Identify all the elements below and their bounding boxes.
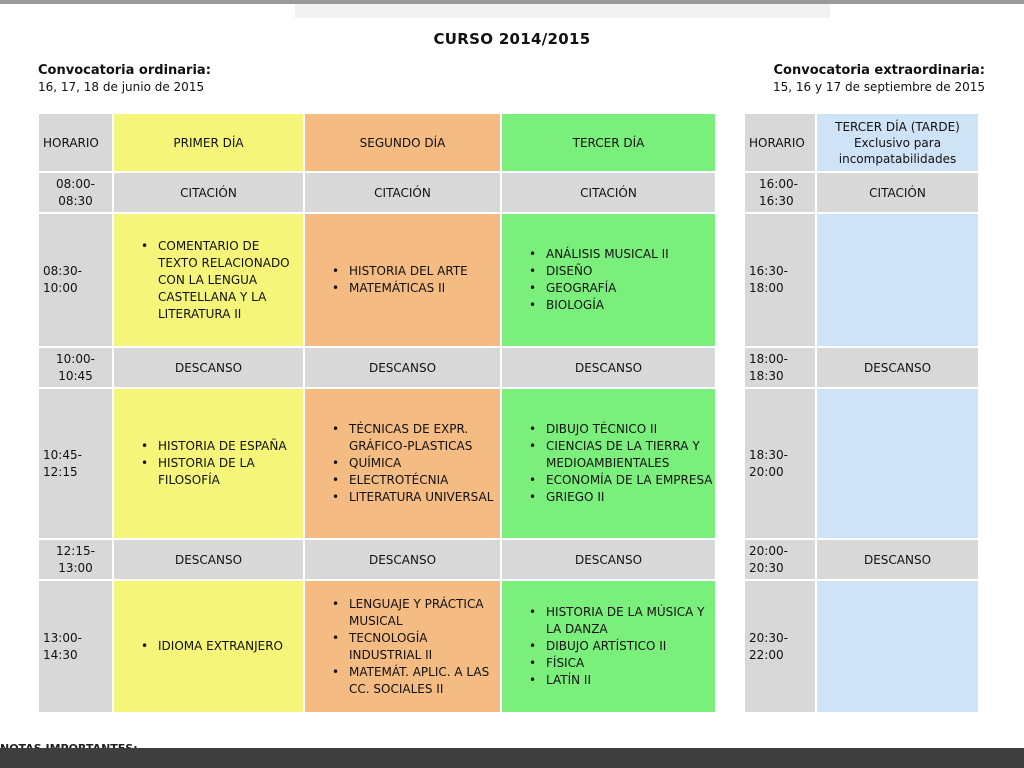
ordinary-session-dates: 16, 17, 18 de junio de 2015 xyxy=(38,80,205,94)
header-evening xyxy=(817,114,978,171)
time-cell xyxy=(745,214,815,346)
subject-item: • HISTORIA DE ESPAÑA xyxy=(158,438,303,455)
page-title: CURSO 2014/2015 xyxy=(433,30,591,48)
break-day3: DESCANSO xyxy=(502,348,715,387)
subject-item: • DIBUJO TÉCNICO II xyxy=(546,421,715,438)
citation-day2: CITACIÓN xyxy=(305,173,500,212)
subject-item: • IDIOMA EXTRANJERO xyxy=(158,638,303,655)
time-start: 18:00- xyxy=(749,351,788,366)
subject-item: • LENGUAJE Y PRÁCTICA MUSICAL xyxy=(349,596,500,630)
time-end: 12:15 xyxy=(43,464,78,479)
subject-item: • COMENTARIO DE TEXTO RELACIONADO CON LA LENGUA CASTELLANA Y LA LITERATURA II xyxy=(158,238,299,323)
time-start: 13:00- xyxy=(43,630,82,645)
table-header-row xyxy=(39,114,715,171)
time-end: 18:30 xyxy=(749,368,784,383)
time-start: 12:15- xyxy=(56,543,95,558)
table-row-block3 xyxy=(39,581,715,712)
subject-item: • LITERATURA UNIVERSAL xyxy=(349,489,498,506)
time-cell xyxy=(39,540,112,579)
block1-day2 xyxy=(305,214,500,346)
empty-slot xyxy=(817,581,978,712)
citation-day1: CITACIÓN xyxy=(114,173,303,212)
subject-item: • ELECTROTÉCNIA xyxy=(349,472,498,489)
subject-item: • MATEMÁTICAS II xyxy=(349,280,500,297)
subject-item: • ECONOMÍA DE LA EMPRESA xyxy=(546,472,715,489)
time-end: 18:00 xyxy=(749,281,784,295)
time-end: 10:45 xyxy=(58,368,93,383)
time-cell xyxy=(39,348,112,387)
table-row-citation xyxy=(39,173,715,212)
time-end: 10:00 xyxy=(43,281,78,295)
subject-item: • HISTORIA DE LA MÚSICA Y LA DANZA xyxy=(546,604,715,638)
extraordinary-session-title: Convocatoria extraordinaria: xyxy=(773,63,985,78)
block2-day3 xyxy=(502,389,715,538)
subject-item: • BIOLOGÍA xyxy=(546,297,715,314)
block2-day1 xyxy=(114,389,303,538)
ordinary-session-title: Convocatoria ordinaria: xyxy=(38,63,211,78)
header-evening-line3: incompatabilidades xyxy=(838,151,957,166)
ordinary-session xyxy=(38,62,211,96)
table-row xyxy=(745,581,978,712)
citation-day3: CITACIÓN xyxy=(502,173,715,212)
subject-item: • ANÁLISIS MUSICAL II xyxy=(546,246,715,263)
subject-item: • DIBUJO ARTÍSTICO II xyxy=(546,638,715,655)
time-end: 20:30 xyxy=(749,560,784,575)
block3-day3 xyxy=(502,581,715,712)
header-evening-line2: Exclusivo para xyxy=(853,135,942,150)
time-start: 10:45- xyxy=(43,447,82,462)
extraordinary-session-dates: 15, 16 y 17 de septiembre de 2015 xyxy=(773,80,985,94)
time-end: 16:30 xyxy=(759,193,794,208)
window-bottom-bar xyxy=(0,748,1024,768)
subject-item: • MATEMÁT. APLIC. A LAS CC. SOCIALES II xyxy=(349,664,500,698)
break-day1: DESCANSO xyxy=(114,540,303,579)
ordinary-schedule-table xyxy=(37,112,717,714)
header-day3: TERCER DÍA xyxy=(502,114,715,171)
break-cell: DESCANSO xyxy=(817,540,978,579)
block3-day2 xyxy=(305,581,500,712)
time-start: 16:30- xyxy=(749,264,788,278)
time-end: 22:00 xyxy=(749,647,784,662)
subject-item: • GEOGRAFÍA xyxy=(546,280,715,297)
subject-item: • DISEÑO xyxy=(546,263,715,280)
empty-slot xyxy=(817,389,978,538)
table-row xyxy=(745,173,978,212)
table-row-break2 xyxy=(39,540,715,579)
break-day3: DESCANSO xyxy=(502,540,715,579)
citation-cell: CITACIÓN xyxy=(817,173,978,212)
subject-item: • QUÍMICA xyxy=(349,455,498,472)
break-day2: DESCANSO xyxy=(305,540,500,579)
time-cell xyxy=(745,581,815,712)
block1-day1 xyxy=(114,214,303,346)
header-horario: HORARIO xyxy=(39,114,112,171)
subject-item: • LATÍN II xyxy=(546,672,715,689)
top-shade xyxy=(295,4,830,18)
table-row xyxy=(745,348,978,387)
time-start: 20:30- xyxy=(749,630,788,645)
time-start: 20:00- xyxy=(749,543,788,558)
header-horario: HORARIO xyxy=(745,114,815,171)
break-day2: DESCANSO xyxy=(305,348,500,387)
table-row-break1 xyxy=(39,348,715,387)
subject-item: • HISTORIA DEL ARTE xyxy=(349,263,500,280)
subject-item: • TECNOLOGÍA INDUSTRIAL II xyxy=(349,630,500,664)
subject-item: • HISTORIA DE LA FILOSOFÍA xyxy=(158,455,303,489)
subject-item: • CIENCIAS DE LA TIERRA Y MEDIOAMBIENTALES xyxy=(546,438,715,472)
time-start: 10:00- xyxy=(56,351,95,366)
table-header-row xyxy=(745,114,978,171)
time-start: 08:00- xyxy=(56,176,95,191)
subject-item: • FÍSICA xyxy=(546,655,715,672)
block3-day1 xyxy=(114,581,303,712)
time-end: 13:00 xyxy=(58,560,93,575)
time-end: 08:30 xyxy=(58,193,93,208)
time-start: 16:00- xyxy=(759,176,798,191)
time-start: 08:30- xyxy=(43,264,82,278)
time-cell xyxy=(745,348,815,387)
time-start: 18:30- xyxy=(749,447,788,462)
table-row-block2 xyxy=(39,389,715,538)
empty-slot xyxy=(817,214,978,346)
extraordinary-schedule-table xyxy=(743,112,980,714)
time-cell xyxy=(39,581,112,712)
block2-day2 xyxy=(305,389,500,538)
table-row xyxy=(745,389,978,538)
time-end: 20:00 xyxy=(749,464,784,479)
time-cell xyxy=(39,173,112,212)
time-cell xyxy=(39,214,112,346)
time-cell xyxy=(745,540,815,579)
subject-item: • GRIEGO II xyxy=(546,489,715,506)
time-cell xyxy=(39,389,112,538)
table-row-block1 xyxy=(39,214,715,346)
header-day2: SEGUNDO DÍA xyxy=(305,114,500,171)
subject-item: • TÉCNICAS DE EXPR. GRÁFICO-PLASTICAS xyxy=(349,421,498,455)
time-cell xyxy=(745,173,815,212)
time-cell xyxy=(745,389,815,538)
time-end: 14:30 xyxy=(43,647,78,662)
table-row xyxy=(745,214,978,346)
break-cell: DESCANSO xyxy=(817,348,978,387)
header-day1: PRIMER DÍA xyxy=(114,114,303,171)
block1-day3 xyxy=(502,214,715,346)
extraordinary-session xyxy=(773,62,985,96)
header-evening-line1: TERCER DÍA (TARDE) xyxy=(835,119,960,134)
table-row xyxy=(745,540,978,579)
break-day1: DESCANSO xyxy=(114,348,303,387)
